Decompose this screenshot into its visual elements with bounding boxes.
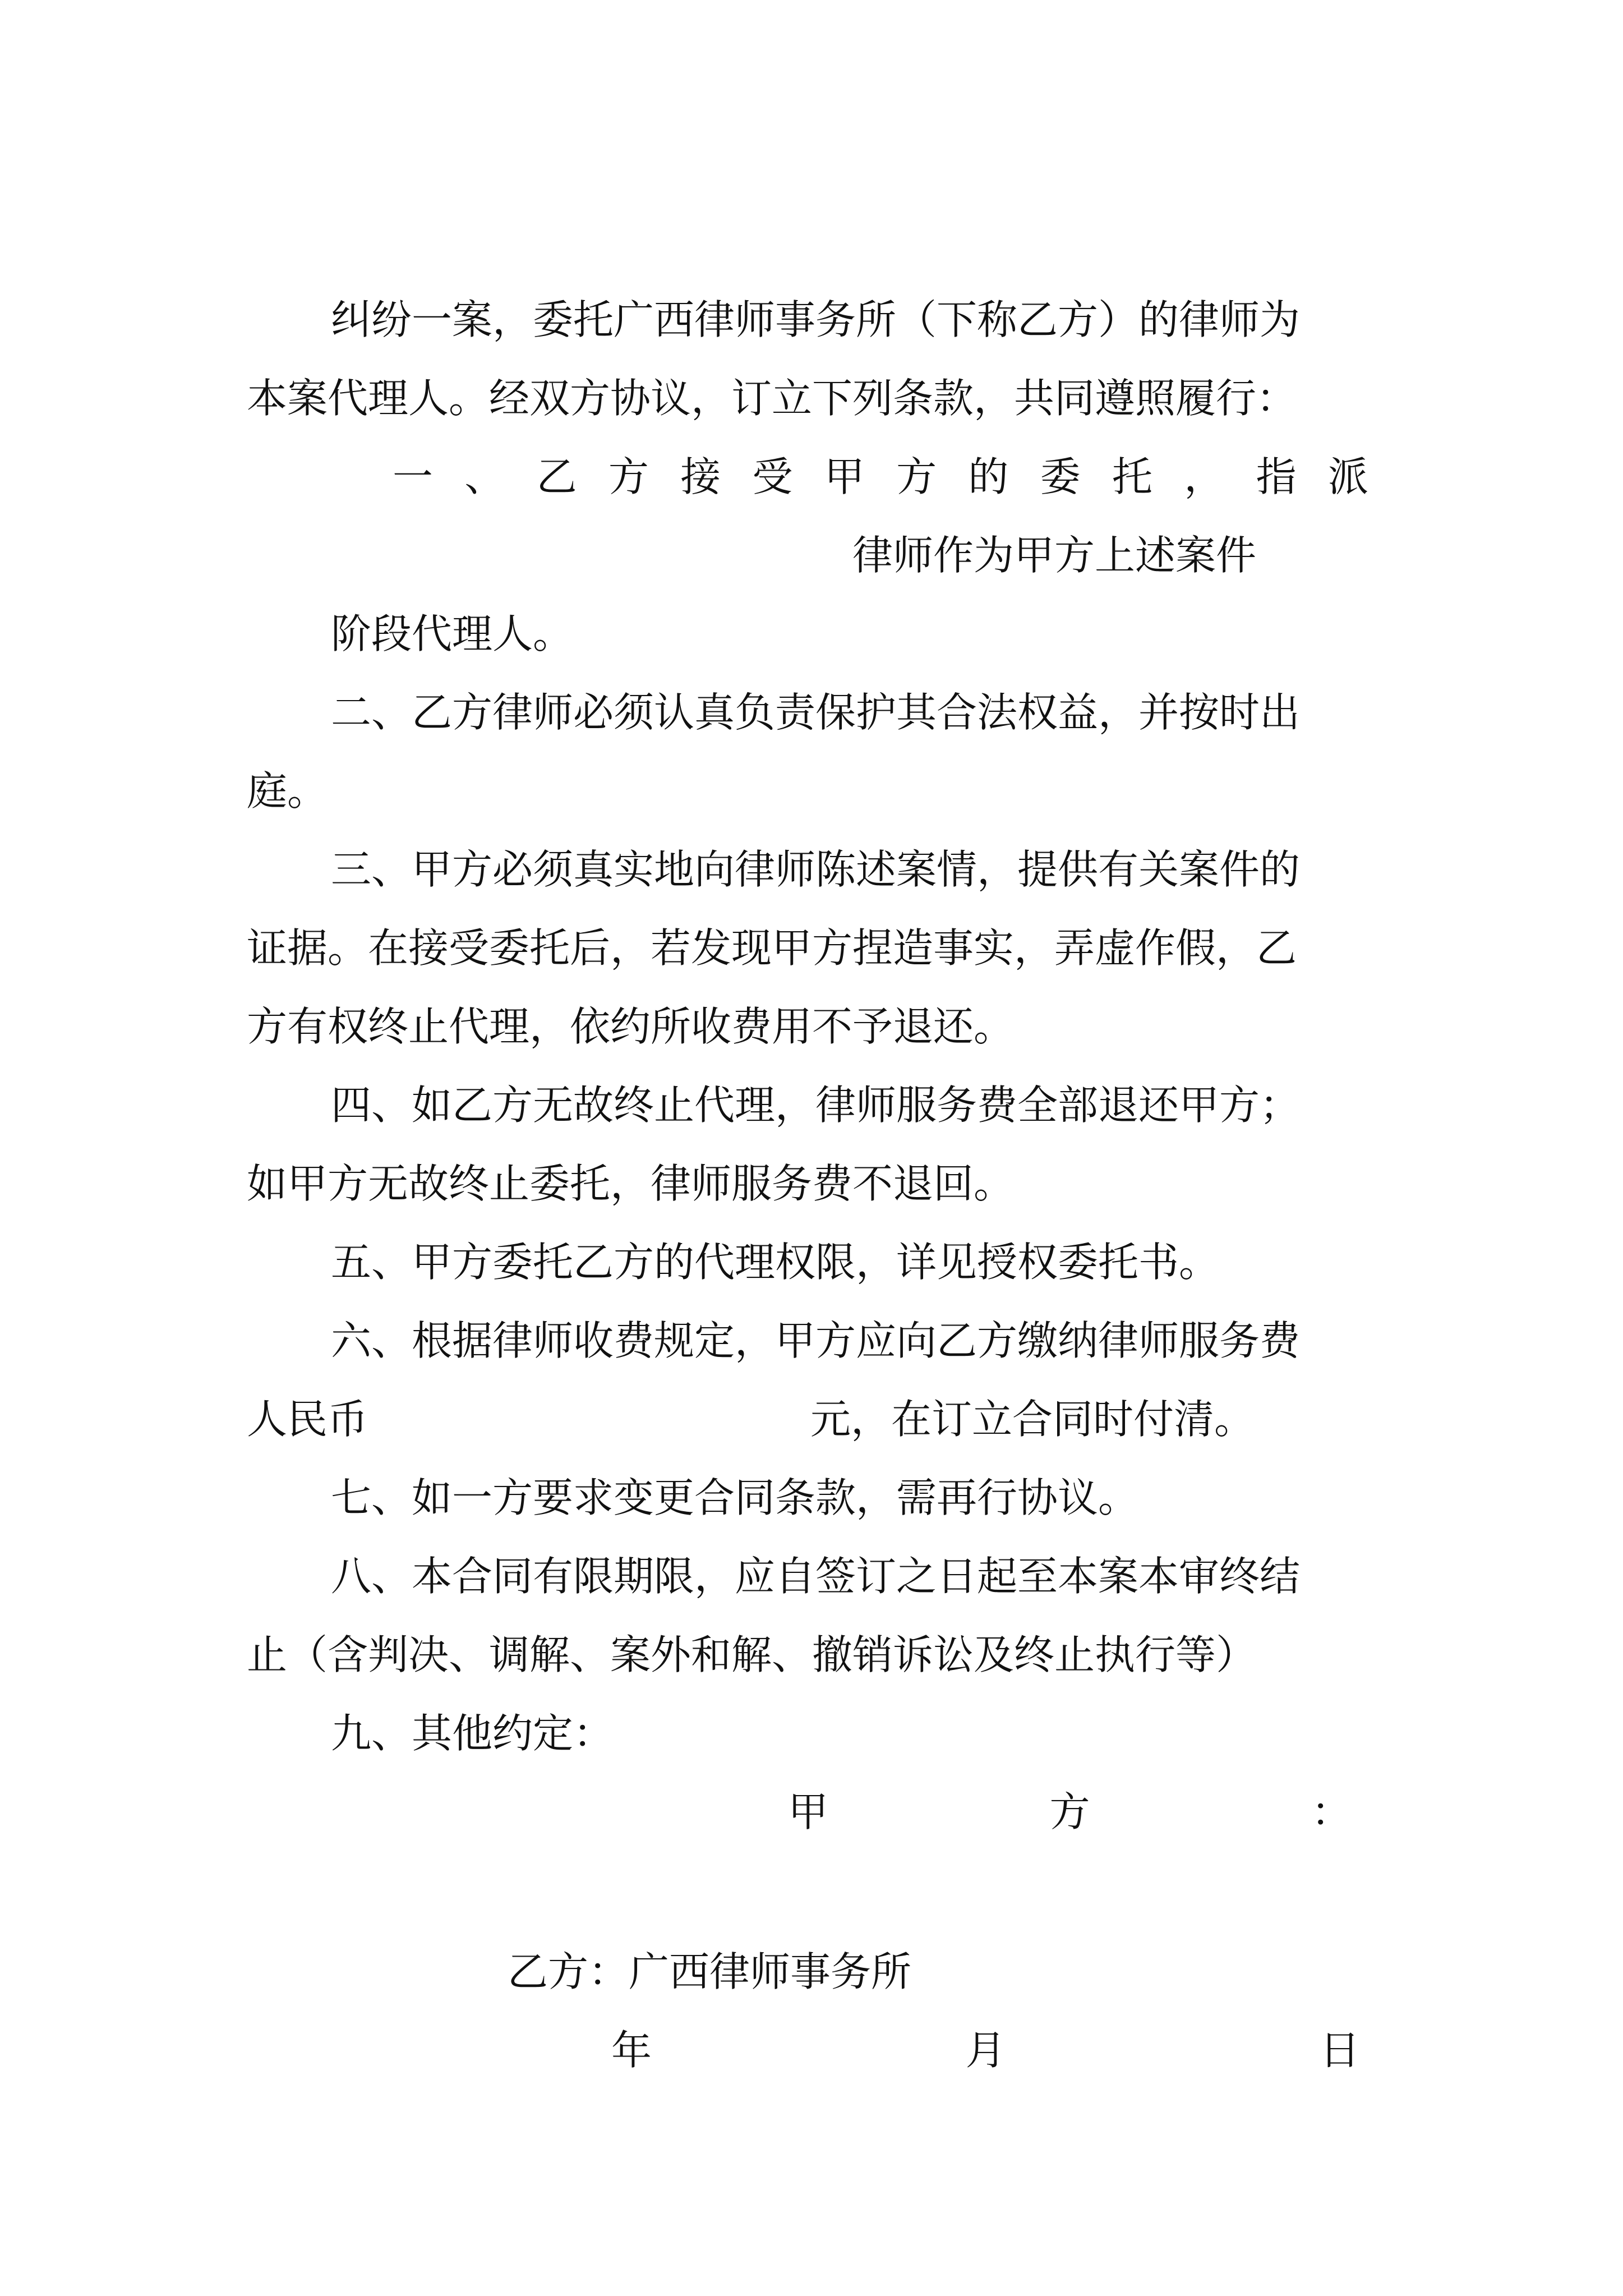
party-a-char: ： — [1311, 1788, 1352, 1835]
article-5-line: 五、甲方委托乙方的代理权限，详见授权委托书。 — [331, 1239, 1220, 1286]
party-a-signature-line — [788, 1778, 1352, 1846]
article-2-line-1: 二、乙方律师必须认真负责保护其合法权益，并按时出 — [331, 689, 1301, 736]
party-a-char: 方 — [1049, 1788, 1090, 1835]
article-1-char: 方 — [608, 453, 649, 500]
party-b-signature-line: 乙方：广西律师事务所 — [508, 1948, 912, 1995]
article-8-line-1: 八、本合同有限期限，应自签订之日起至本案本审终结 — [331, 1553, 1301, 1600]
article-2-line-2: 庭。 — [247, 767, 328, 815]
article-1-char: 乙 — [536, 453, 577, 500]
article-1-char: 、 — [464, 453, 505, 500]
article-1-char: ， — [1184, 453, 1225, 500]
intro-line-1: 纠纷一案，委托广西律师事务所（下称乙方）的律师为 — [331, 296, 1301, 343]
article-6-line-1: 六、根据律师收费规定，甲方应向乙方缴纳律师服务费 — [331, 1317, 1301, 1364]
article-4-line-1: 四、如乙方无故终止代理，律师服务费全部退还甲方； — [331, 1082, 1301, 1129]
article-1-char: 方 — [896, 453, 937, 500]
article-8-line-2: 止（含判决、调解、案外和解、撤销诉讼及终止执行等） — [247, 1631, 1257, 1678]
article-1-char: 接 — [680, 453, 721, 500]
fee-suffix: 元，在订立合同时付清。 — [810, 1396, 1255, 1443]
party-a-char: 甲 — [788, 1788, 829, 1835]
date-day-char: 日 — [1319, 2027, 1360, 2074]
article-1-char: 指 — [1256, 453, 1297, 500]
article-1-char: 的 — [968, 453, 1009, 500]
article-1-char: 委 — [1040, 453, 1081, 500]
article-1-char: 一 — [393, 453, 434, 500]
date-year-char: 年 — [611, 2027, 652, 2074]
article-1-char: 甲 — [824, 453, 865, 500]
article-1-char: 受 — [752, 453, 793, 500]
fee-prefix: 人民币 — [247, 1396, 368, 1443]
article-1-char: 派 — [1327, 453, 1368, 500]
article-9-line: 九、其他约定： — [331, 1710, 614, 1757]
intro-line-2: 本案代理人。经双方协议，订立下列条款，共同遵照履行： — [247, 375, 1297, 422]
article-3-line-3: 方有权终止代理，依约所收费用不予退还。 — [247, 1003, 1015, 1050]
article-3-line-1: 三、甲方必须真实地向律师陈述案情，提供有关案件的 — [331, 846, 1301, 893]
article-1-line-2: 律师作为甲方上述案件 — [852, 532, 1257, 579]
article-3-line-2: 证据。在接受委托后，若发现甲方捏造事实，弄虚作假，乙 — [247, 924, 1297, 972]
date-line — [611, 2017, 1360, 2084]
article-7-line: 七、如一方要求变更合同条款，需再行协议。 — [331, 1474, 1139, 1521]
article-1-line-3: 阶段代理人。 — [331, 610, 574, 657]
date-month-char: 月 — [965, 2027, 1006, 2074]
article-4-line-2: 如甲方无故终止委托，律师服务费不退回。 — [247, 1160, 1015, 1207]
article-1-char: 托 — [1112, 453, 1152, 500]
article-1-line-1 — [393, 443, 1368, 510]
